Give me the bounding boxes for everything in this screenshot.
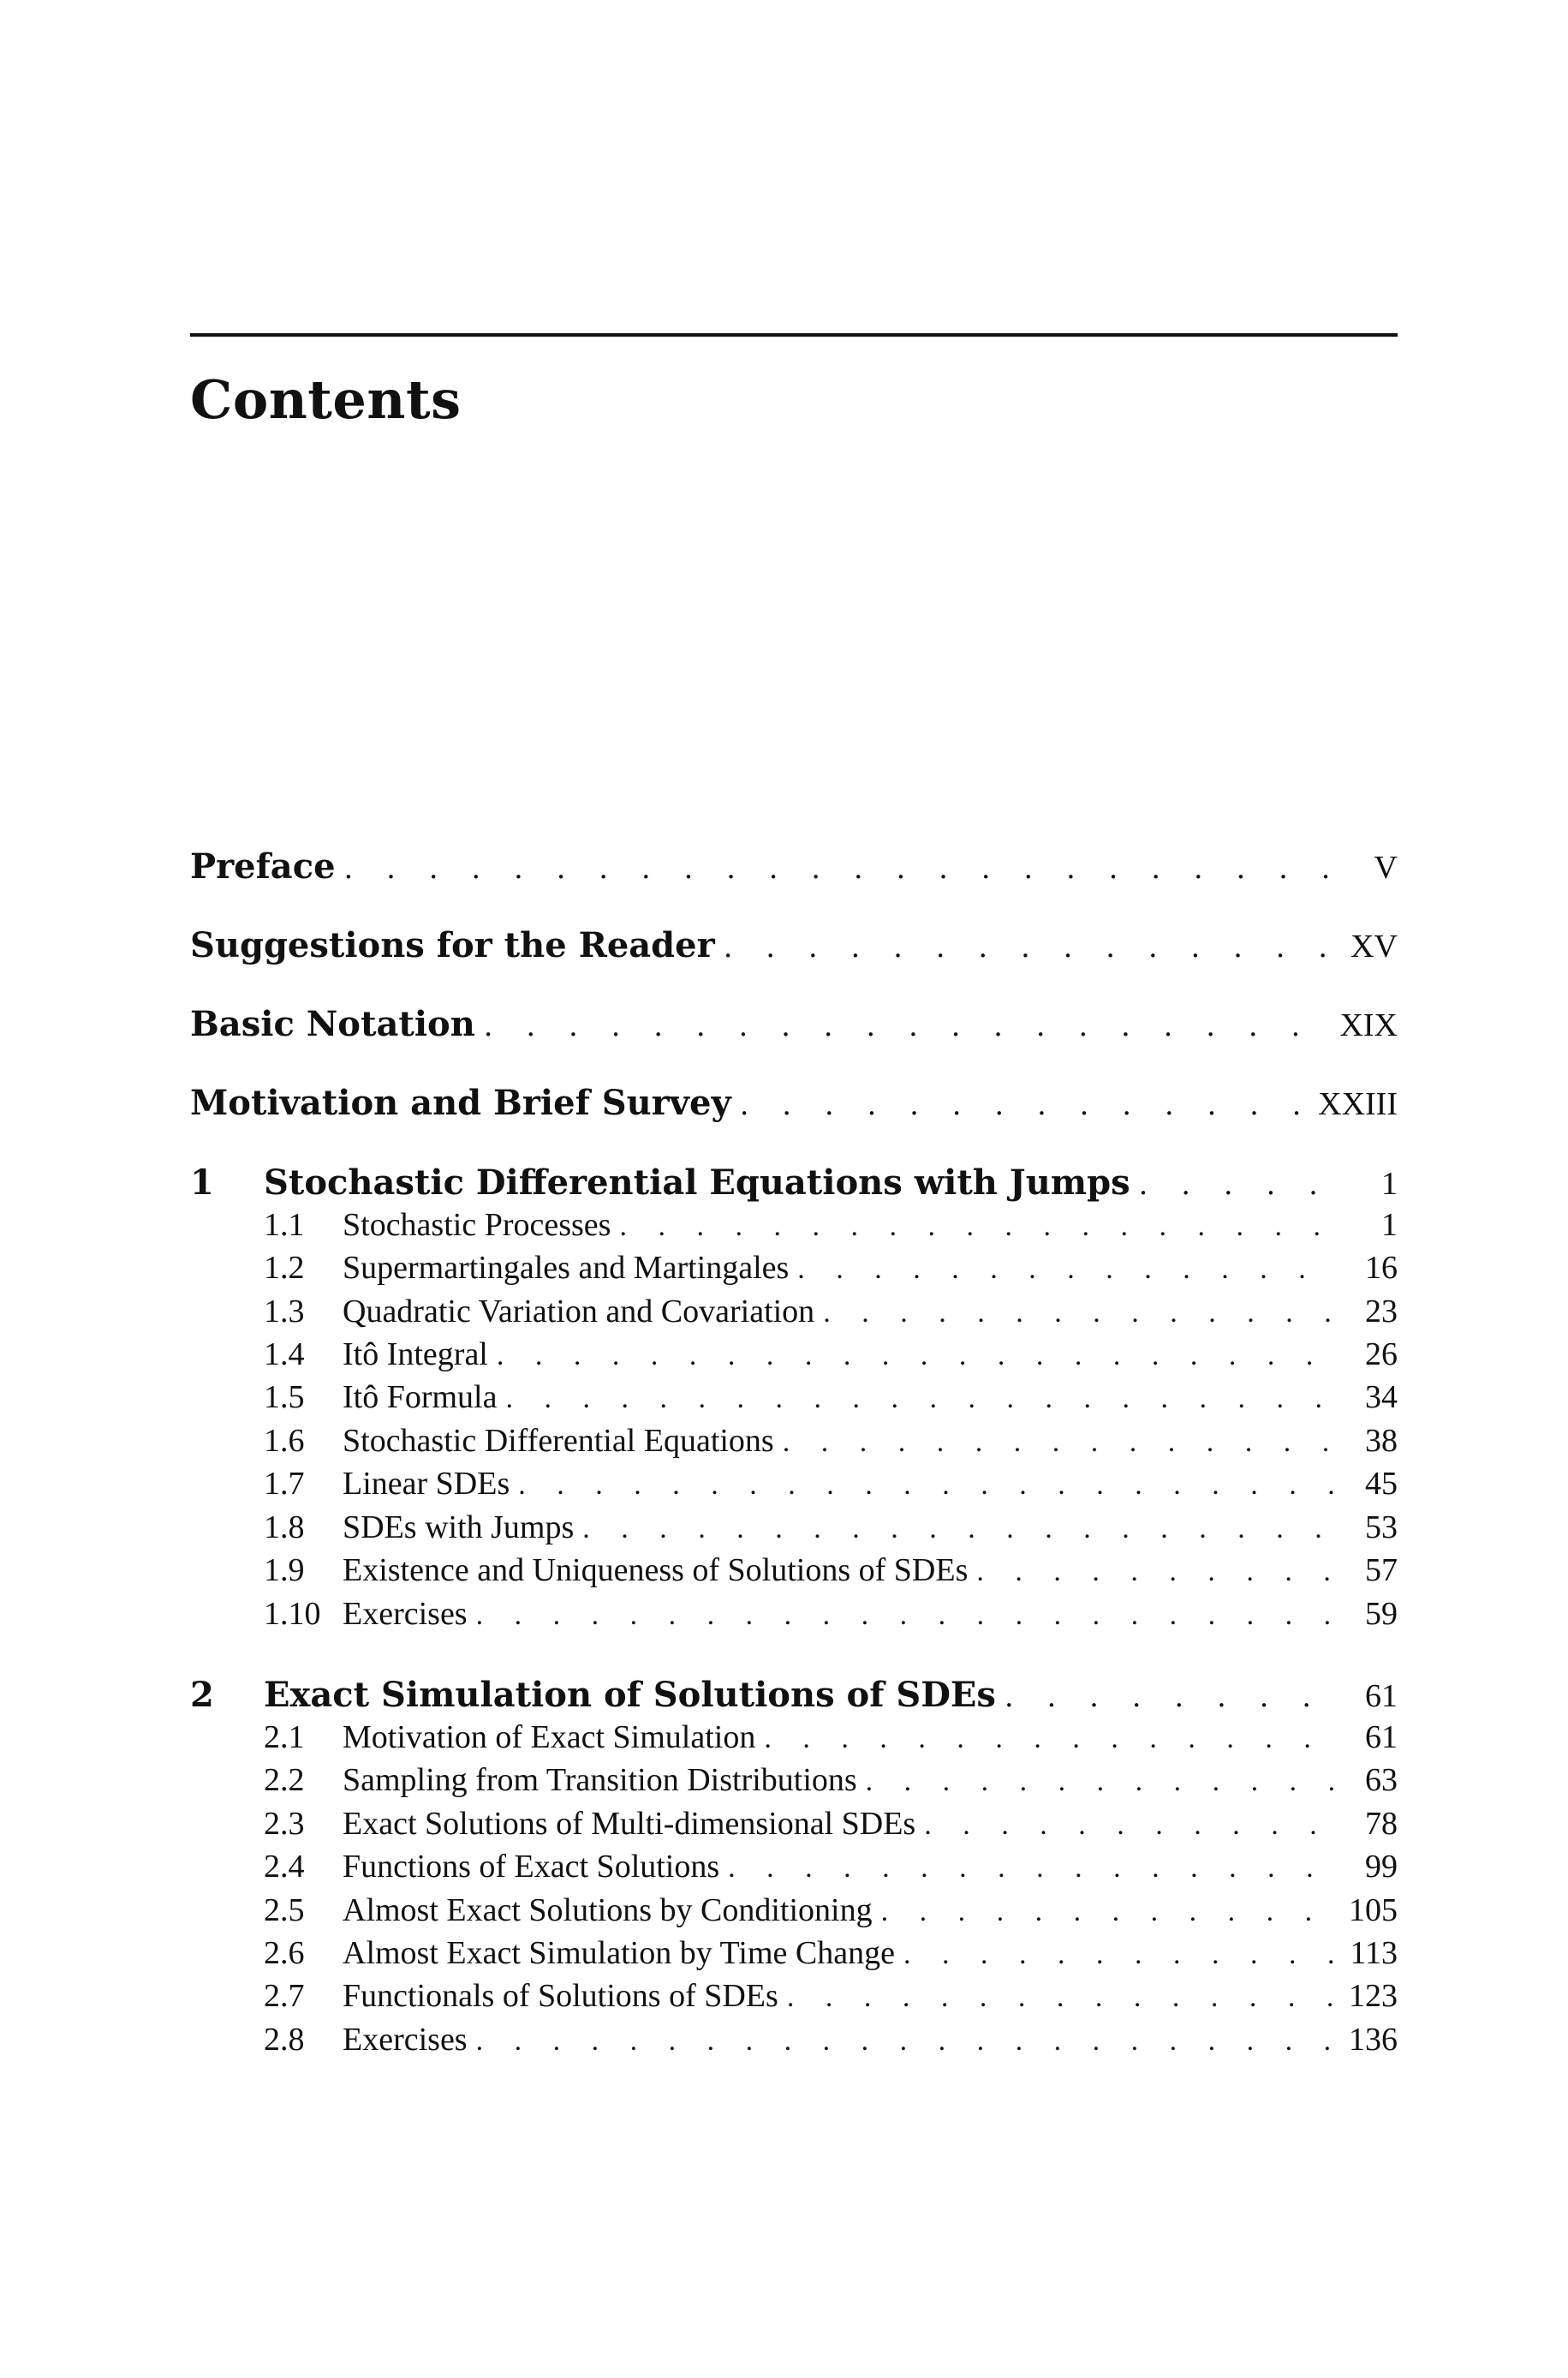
toc-section-1-3[interactable] (190, 1293, 1398, 1335)
chapter-page: 61 (1365, 1678, 1398, 1714)
section-title: SDEs with Jumps (343, 1509, 575, 1545)
dot-leader (1139, 1168, 1338, 1202)
toc-entry-page: XXIII (1318, 1086, 1398, 1122)
section-page: 53 (1365, 1509, 1398, 1545)
toc-section-1-4[interactable] (190, 1335, 1398, 1378)
dot-leader (582, 1513, 1338, 1545)
section-title: Functionals of Solutions of SDEs (343, 1978, 778, 2014)
toc-section-1-6[interactable] (190, 1422, 1398, 1465)
section-page: 45 (1365, 1466, 1398, 1502)
dot-leader (976, 1556, 1338, 1588)
section-title: Supermartingales and Martingales (343, 1250, 790, 1286)
section-title: Exercises (343, 1596, 468, 1632)
section-title: Itô Integral (343, 1336, 488, 1372)
toc-entry-page: XV (1350, 929, 1398, 965)
dot-leader (881, 1896, 1338, 1928)
section-title: Stochastic Processes (343, 1207, 611, 1243)
section-number: 2.7 (264, 1978, 305, 2014)
dot-leader (724, 930, 1338, 965)
toc-section-2-4[interactable] (190, 1848, 1398, 1891)
section-number: 2.3 (264, 1806, 305, 1842)
section-page: 34 (1365, 1379, 1398, 1415)
section-number: 1.9 (264, 1552, 305, 1588)
toc-section-2-3[interactable] (190, 1805, 1398, 1848)
section-page: 113 (1350, 1935, 1398, 1971)
toc-section-2-7[interactable] (190, 1977, 1398, 2020)
chapter-number: 1 (190, 1162, 214, 1203)
section-number: 2.2 (264, 1762, 305, 1798)
section-number: 1.5 (264, 1379, 305, 1415)
dot-leader (344, 851, 1338, 886)
section-page: 57 (1365, 1552, 1398, 1588)
section-number: 1.10 (264, 1596, 321, 1632)
section-number: 2.4 (264, 1849, 305, 1885)
dot-leader (619, 1210, 1338, 1243)
toc-section-2-1[interactable] (190, 1718, 1398, 1761)
section-title: Stochastic Differential Equations (343, 1423, 774, 1459)
dot-leader (476, 2025, 1338, 2058)
section-title: Exercises (343, 2022, 468, 2058)
toc-entry-page: XIX (1339, 1007, 1398, 1043)
toc-entry-preface[interactable] (190, 846, 1398, 889)
dot-leader (518, 1469, 1338, 1502)
section-page: 99 (1365, 1849, 1398, 1885)
chapter-page: 1 (1381, 1166, 1398, 1202)
toc-section-2-5[interactable] (190, 1891, 1398, 1934)
section-title: Functions of Exact Solutions (343, 1849, 720, 1885)
section-number: 1.3 (264, 1294, 305, 1329)
section-page: 38 (1365, 1423, 1398, 1459)
section-page: 59 (1365, 1596, 1398, 1632)
dot-leader (728, 1852, 1338, 1885)
page-title: Contents (190, 368, 462, 431)
toc-chapter-2[interactable] (190, 1675, 1398, 1718)
section-number: 2.5 (264, 1892, 305, 1928)
section-title: Almost Exact Simulation by Time Change (343, 1935, 895, 1971)
section-page: 23 (1365, 1294, 1398, 1329)
dot-leader (497, 1340, 1338, 1372)
section-number: 1.2 (264, 1250, 305, 1286)
dot-leader (764, 1723, 1338, 1755)
section-title: Itô Formula (343, 1379, 498, 1415)
section-page: 16 (1365, 1250, 1398, 1286)
toc-section-1-7[interactable] (190, 1465, 1398, 1508)
section-page: 26 (1365, 1336, 1398, 1372)
toc-section-1-8[interactable] (190, 1509, 1398, 1551)
dot-leader (903, 1939, 1338, 1971)
dot-leader (484, 1009, 1332, 1043)
section-title: Almost Exact Solutions by Conditioning (343, 1892, 873, 1928)
section-number: 1.6 (264, 1423, 305, 1459)
toc-entry-motivation[interactable] (190, 1083, 1398, 1126)
section-page: 63 (1365, 1762, 1398, 1798)
section-title: Motivation of Exact Simulation (343, 1719, 756, 1755)
section-number: 2.8 (264, 2022, 305, 2058)
chapter-title: Stochastic Differential Equations with Jumps (264, 1162, 1130, 1203)
toc-section-2-2[interactable] (190, 1761, 1398, 1804)
section-number: 1.1 (264, 1207, 305, 1243)
toc-entry-title: Motivation and Brief Survey (190, 1083, 731, 1123)
toc-section-1-1[interactable] (190, 1206, 1398, 1249)
toc-section-1-5[interactable] (190, 1378, 1398, 1421)
toc-entry-suggestions[interactable] (190, 925, 1398, 968)
section-number: 1.8 (264, 1509, 305, 1545)
section-page: 61 (1365, 1719, 1398, 1755)
dot-leader (823, 1297, 1338, 1329)
section-page: 105 (1349, 1892, 1398, 1928)
section-page: 78 (1365, 1806, 1398, 1842)
chapter-number: 2 (190, 1675, 214, 1715)
section-page: 1 (1381, 1207, 1398, 1243)
section-number: 1.7 (264, 1466, 305, 1502)
toc-entry-title: Basic Notation (190, 1004, 475, 1044)
header-rule (190, 333, 1398, 337)
section-title: Linear SDEs (343, 1466, 510, 1502)
dot-leader (787, 1981, 1338, 2014)
toc-section-2-6[interactable] (190, 1934, 1398, 1977)
toc-section-1-9[interactable] (190, 1551, 1398, 1594)
dot-leader (1005, 1680, 1338, 1714)
dot-leader (505, 1383, 1338, 1415)
chapter-title: Exact Simulation of Solutions of SDEs (264, 1675, 996, 1715)
section-number: 2.1 (264, 1719, 305, 1755)
dot-leader (740, 1088, 1309, 1122)
dot-leader (866, 1766, 1338, 1798)
toc-section-1-2[interactable] (190, 1249, 1398, 1292)
toc-entry-page: V (1374, 850, 1398, 886)
dot-leader (476, 1599, 1338, 1632)
section-title: Existence and Uniqueness of Solutions of SDEs (343, 1552, 969, 1588)
toc-entry-basic-notation[interactable] (190, 1004, 1398, 1047)
section-title: Quadratic Variation and Covariation (343, 1294, 815, 1329)
toc-chapter-1[interactable] (190, 1162, 1398, 1205)
section-number: 1.4 (264, 1336, 305, 1372)
dot-leader (924, 1809, 1338, 1842)
section-page: 123 (1349, 1978, 1398, 2014)
toc-section-2-8[interactable] (190, 2021, 1398, 2064)
section-title: Exact Solutions of Multi-dimensional SDEs (343, 1806, 916, 1842)
section-page: 136 (1349, 2022, 1398, 2058)
section-number: 2.6 (264, 1935, 305, 1971)
toc-entry-title: Preface (190, 846, 336, 887)
dot-leader (783, 1426, 1338, 1459)
section-title: Sampling from Transition Distributions (343, 1762, 857, 1798)
toc-section-1-10[interactable] (190, 1595, 1398, 1638)
dot-leader (797, 1253, 1338, 1286)
toc-entry-title: Suggestions for the Reader (190, 925, 715, 965)
